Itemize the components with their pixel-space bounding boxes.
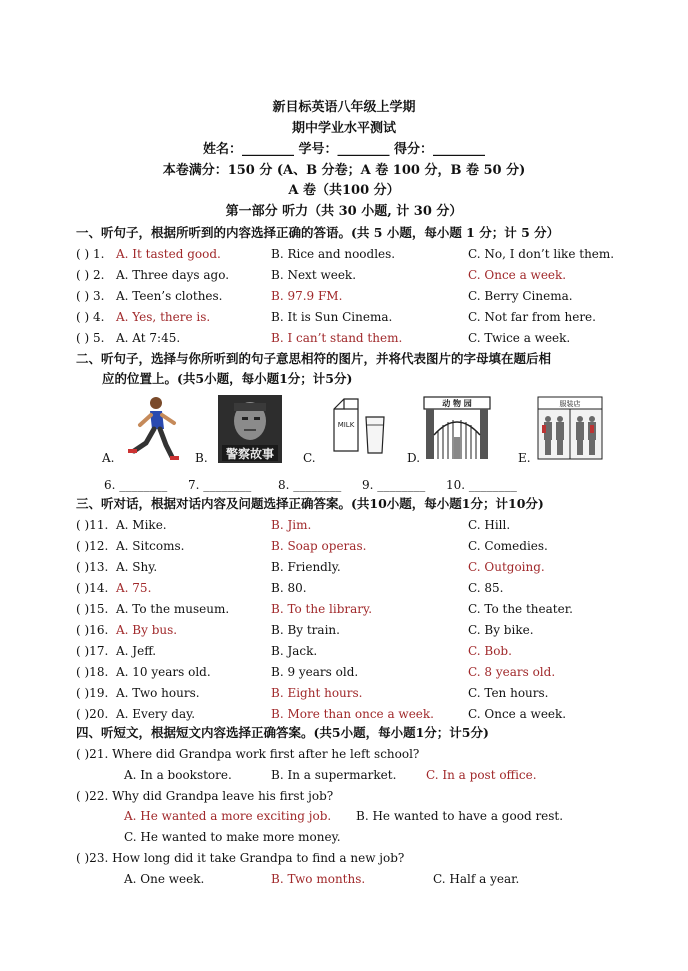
option-a: A. Mike. (116, 518, 167, 532)
picture-label-b: B. (195, 451, 208, 465)
question-row (76, 558, 636, 576)
section3-title: 三、听对话，根据对话内容及问题选择正确答案。(共10小题，每小题1分；计10分) (76, 496, 544, 511)
picture-label-e: E. (518, 451, 531, 465)
option-a: A. Shy. (116, 560, 158, 574)
q22-option-b: B. He wanted to have a good rest. (356, 809, 564, 823)
option-b: B. More than once a week. (271, 707, 434, 721)
store-sign: 服装店 (559, 400, 581, 408)
question-21-options (76, 766, 636, 784)
q21-option-b: B. In a supermarket. (271, 768, 397, 782)
question-number: ( )18. (76, 665, 109, 679)
question-row (76, 684, 636, 702)
question-row (76, 579, 636, 597)
score-line: 本卷满分：150 分 (A、B 分卷；A 卷 100 分，B 卷 50 分) (162, 163, 526, 178)
question-number: ( ) 3. (76, 289, 105, 303)
option-a: A. It tasted good. (116, 247, 221, 261)
exam-title: 新目标英语八年级上学期 (272, 100, 416, 115)
q21-option-c: C. In a post office. (426, 768, 537, 782)
question-number: ( )13. (76, 560, 109, 574)
question-row (76, 705, 636, 723)
section2-title-line1: 二、听句子，选择与你所听到的句子意思相符的图片，并将代表图片的字母填在题后相 (76, 351, 552, 366)
question-row (76, 663, 636, 681)
option-c: C. By bike. (468, 623, 534, 637)
option-c: C. Bob. (468, 644, 512, 658)
question-number: ( )15. (76, 602, 109, 616)
option-c: C. Outgoing. (468, 560, 545, 574)
option-a: A. Three days ago. (116, 268, 230, 282)
question-row (76, 266, 636, 284)
option-c: C. 8 years old. (468, 665, 556, 679)
question-row (76, 600, 636, 618)
question-number: ( ) 5. (76, 331, 105, 345)
zoo-sign: 动 物 园 (442, 399, 472, 408)
question-number: ( )12. (76, 539, 109, 553)
option-b: B. Soap operas. (271, 539, 367, 553)
option-a: A. At 7:45. (116, 331, 181, 345)
option-c: C. Comedies. (468, 539, 548, 553)
zoo-gate-icon (422, 395, 492, 461)
section2-title-line2: 应的位置上。(共5小题，每小题1分；计5分) (102, 371, 353, 386)
option-a: A. Sitcoms. (116, 539, 185, 553)
option-c: C. Twice a week. (468, 331, 571, 345)
q21-option-a: A. In a bookstore. (124, 768, 232, 782)
option-c: C. 85. (468, 581, 504, 595)
question-number: ( )11. (76, 518, 109, 532)
question-row (76, 537, 636, 555)
question-number: ( )17. (76, 644, 109, 658)
option-c: C. Once a week. (468, 707, 567, 721)
question-row (76, 516, 636, 534)
option-b: B. Rice and noodles. (271, 247, 396, 261)
option-c: C. No, I don’t like them. (468, 247, 615, 261)
option-b: B. Eight hours. (271, 686, 363, 700)
question-row (76, 308, 636, 326)
poster-title: 警察故事 (225, 447, 275, 461)
option-a: A. By bus. (116, 623, 178, 637)
picture-label-d: D. (407, 451, 421, 465)
option-b: B. Friendly. (271, 560, 341, 574)
question-number: ( )14. (76, 581, 109, 595)
question-row (76, 329, 636, 347)
picture-row (100, 395, 581, 467)
carton-label: MILK (337, 421, 355, 429)
section4-title: 四、听短文，根据短文内容选择正确答案。(共5小题，每小题1分；计5分) (76, 725, 489, 740)
question-number: ( ) 4. (76, 310, 105, 324)
option-a: A. Jeff. (116, 644, 157, 658)
option-a: A. 10 years old. (116, 665, 211, 679)
paper-a-heading: A 卷（共100 分） (288, 183, 400, 198)
question-number: ( )19. (76, 686, 109, 700)
question-21-stem: ( )21. Where did Grandpa work first after he left school? (76, 747, 420, 761)
option-b: B. I can’t stand them. (271, 331, 403, 345)
q23-option-b: B. Two months. (271, 872, 366, 886)
q23-option-c: C. Half a year. (433, 872, 520, 886)
question-row (76, 245, 636, 263)
question-number: ( )20. (76, 707, 109, 721)
option-b: B. By train. (271, 623, 340, 637)
question-22-options-line2 (76, 828, 636, 846)
q22-option-c: C. He wanted to make more money. (124, 830, 341, 844)
exam-subtitle: 期中学业水平测试 (291, 121, 396, 136)
option-b: B. Next week. (271, 268, 357, 282)
option-a: A. Yes, there is. (116, 310, 211, 324)
section1-title: 一、听句子，根据所听到的内容选择正确的答语。(共 5 小题，每小题 1 分；计 5 分） (76, 225, 560, 240)
option-b: B. Jack. (271, 644, 318, 658)
option-a: A. Every day. (116, 707, 196, 721)
blank-6[interactable]: 6. ________ (104, 478, 168, 492)
option-b: B. Jim. (271, 518, 312, 532)
option-c: C. Berry Cinema. (468, 289, 573, 303)
option-c: C. Hill. (468, 518, 511, 532)
option-c: C. To the theater. (468, 602, 573, 616)
option-b: B. 9 years old. (271, 665, 359, 679)
question-row (76, 621, 636, 639)
picture-label-a: A. (102, 451, 115, 465)
option-a: A. Teen’s clothes. (116, 289, 223, 303)
option-c: C. Once a week. (468, 268, 567, 282)
blank-10[interactable]: 10. ________ (446, 478, 517, 492)
question-23-stem: ( )23. How long did it take Grandpa to find a new job? (76, 851, 405, 865)
picture-label-c: C. (303, 451, 316, 465)
blank-9[interactable]: 9. ________ (362, 478, 426, 492)
student-info-line: 姓名：________ 学号：________ 得分：________ (202, 142, 486, 157)
option-a: A. 75. (116, 581, 152, 595)
milk-carton-icon (330, 395, 390, 457)
question-row (76, 287, 636, 305)
option-a: A. To the museum. (116, 602, 230, 616)
question-number: ( ) 1. (76, 247, 105, 261)
part1-heading: 第一部分 听力（共 30 小题, 计 30 分） (225, 204, 463, 219)
option-b: B. 80. (271, 581, 307, 595)
runner-icon (122, 395, 182, 461)
option-b: B. 97.9 FM. (271, 289, 343, 303)
question-number: ( )16. (76, 623, 109, 637)
question-23-options (76, 870, 636, 888)
q22-option-a: A. He wanted a more exciting job. (124, 809, 332, 823)
question-number: ( ) 2. (76, 268, 105, 282)
option-c: C. Ten hours. (468, 686, 549, 700)
question-row (76, 642, 636, 660)
option-a: A. Two hours. (116, 686, 200, 700)
blank-7[interactable]: 7. ________ (188, 478, 252, 492)
option-b: B. It is Sun Cinema. (271, 310, 393, 324)
option-b: B. To the library. (271, 602, 373, 616)
clothing-store-icon (536, 395, 604, 461)
question-22-options-line1 (76, 807, 636, 825)
q23-option-a: A. One week. (124, 872, 205, 886)
blank-8[interactable]: 8. ________ (278, 478, 342, 492)
movie-poster-icon (218, 395, 282, 463)
question-22-stem: ( )22. Why did Grandpa leave his first job? (76, 789, 334, 803)
option-c: C. Not far from here. (468, 310, 596, 324)
